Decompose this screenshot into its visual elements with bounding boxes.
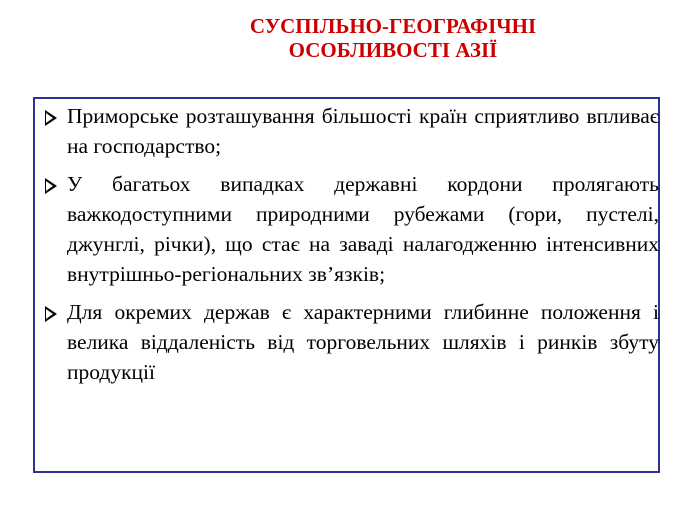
slide-title: [0, 14, 700, 62]
bullet-text: Для окремих держав є характерними глибинне положення і велика віддаленість від торговельних шляхів і ринків збуту продукції: [67, 300, 659, 384]
bullet-item: [43, 297, 659, 387]
slide-title-line-2: ОСОБЛИВОСТІ АЗІЇ: [288, 38, 498, 62]
bullet-text: У багатьох випадках державні кордони пролягають важкодоступними природними рубежами (гори, пустелі, джунглі, річки), що стає на заваді налагодженню інтенсивних внутрішньо-регіональних зв’язків;: [67, 172, 659, 286]
arrow-bullet-icon: [45, 110, 57, 126]
bullet-item: [43, 169, 659, 289]
content-box: [33, 97, 660, 473]
bullet-list: [43, 101, 659, 395]
slide-title-line-1: СУСПІЛЬНО-ГЕОГРАФІЧНІ: [249, 14, 537, 38]
bullet-item: [43, 101, 659, 161]
arrow-bullet-icon: [45, 178, 57, 194]
arrow-bullet-icon: [45, 306, 57, 322]
bullet-text: Приморське розташування більшості країн сприятливо впливає на господарство;: [67, 104, 659, 158]
